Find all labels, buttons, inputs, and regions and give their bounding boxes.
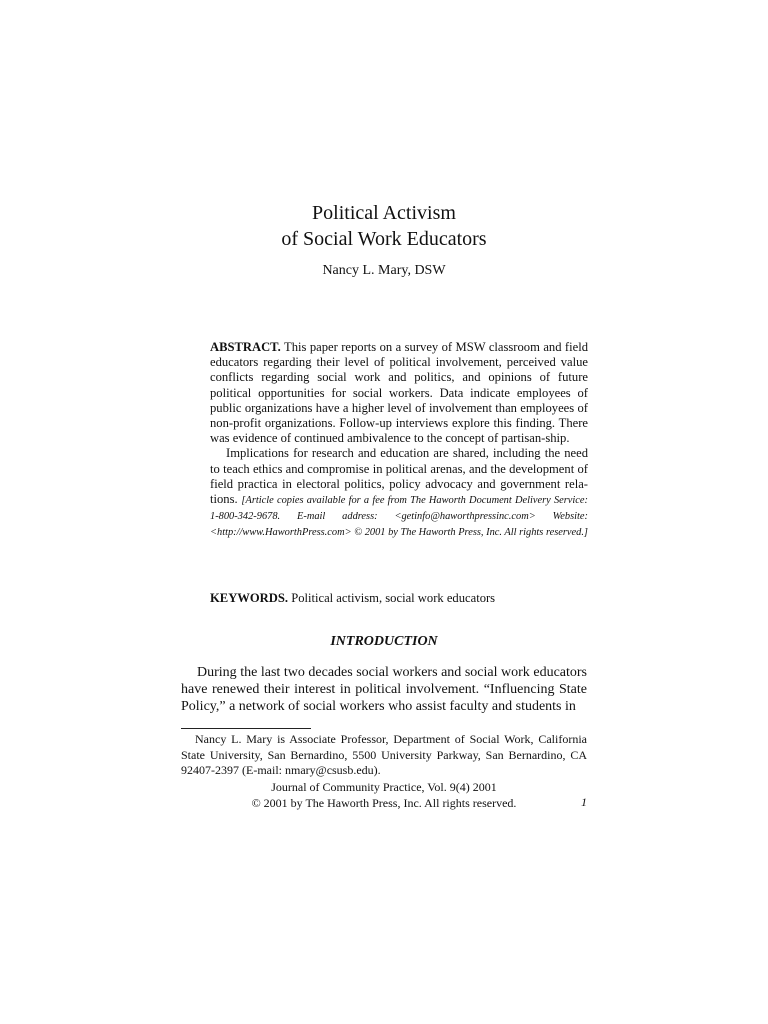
journal-citation: Journal of Community Practice, Vol. 9(4) 2001 (271, 780, 497, 794)
introduction-heading: INTRODUCTION (330, 634, 438, 649)
keywords-line (210, 590, 588, 606)
abstract-label: ABSTRACT. (210, 340, 281, 354)
article-copies-note: [Article copies available for a fee from The Haworth Document Delivery Service: 1-800-342-9678. E-mail address: <getinfo@haworthpressinc.com> Website: <http://www.HaworthPress.com> © 2001 by The Haworth Press, Inc. All rights reserved.] (210, 495, 588, 539)
page-number: 1 (581, 795, 587, 809)
title-line-1: Political Activism (312, 202, 456, 224)
keywords-label: KEYWORDS. (210, 591, 289, 605)
abstract-block (210, 340, 588, 541)
introduction-paragraph: During the last two decades social workers and social work educators have renewed their interest in political involvement. “Influencing State Policy,” a network of social workers who assist faculty and students in (181, 665, 587, 714)
title-line-2: of Social Work Educators (281, 228, 487, 250)
abstract-text-1: This paper reports on a survey of MSW classroom and field educators regarding their level of political involvement, perceived value conflicts regarding social work and politics, and opinions of future political opportunities for social workers. Data indicate employees of public organizations have a higher level of involvement than employees of non-profit organizations. Follow-up interviews explore this finding. There was evidence of continued ambivalence to the concept of partisan-ship. (210, 340, 589, 446)
article-title (0, 200, 768, 252)
abstract-paragraph-2 (210, 446, 588, 540)
author-byline: Nancy L. Mary, DSW (322, 263, 446, 278)
copyright-line: © 2001 by The Haworth Press, Inc. All rights reserved. (251, 795, 517, 810)
keywords-text: Political activism, social work educators (291, 591, 496, 605)
abstract-paragraph-1 (210, 340, 588, 446)
abstract-text-2: Implications for research and education are shared, including the need to teach ethics and compromise in political arenas, and the development of field practica in electoral politics, policy advocacy and government rela-tions. (210, 446, 588, 507)
footnote-divider (181, 728, 311, 729)
journal-info (181, 780, 587, 811)
author-footnote: Nancy L. Mary is Associate Professor, Department of Social Work, California State University, San Bernardino, 5500 University Parkway, San Bernardino, CA 92407-2397 (E-mail: nmary@csusb.edu). (181, 732, 587, 777)
